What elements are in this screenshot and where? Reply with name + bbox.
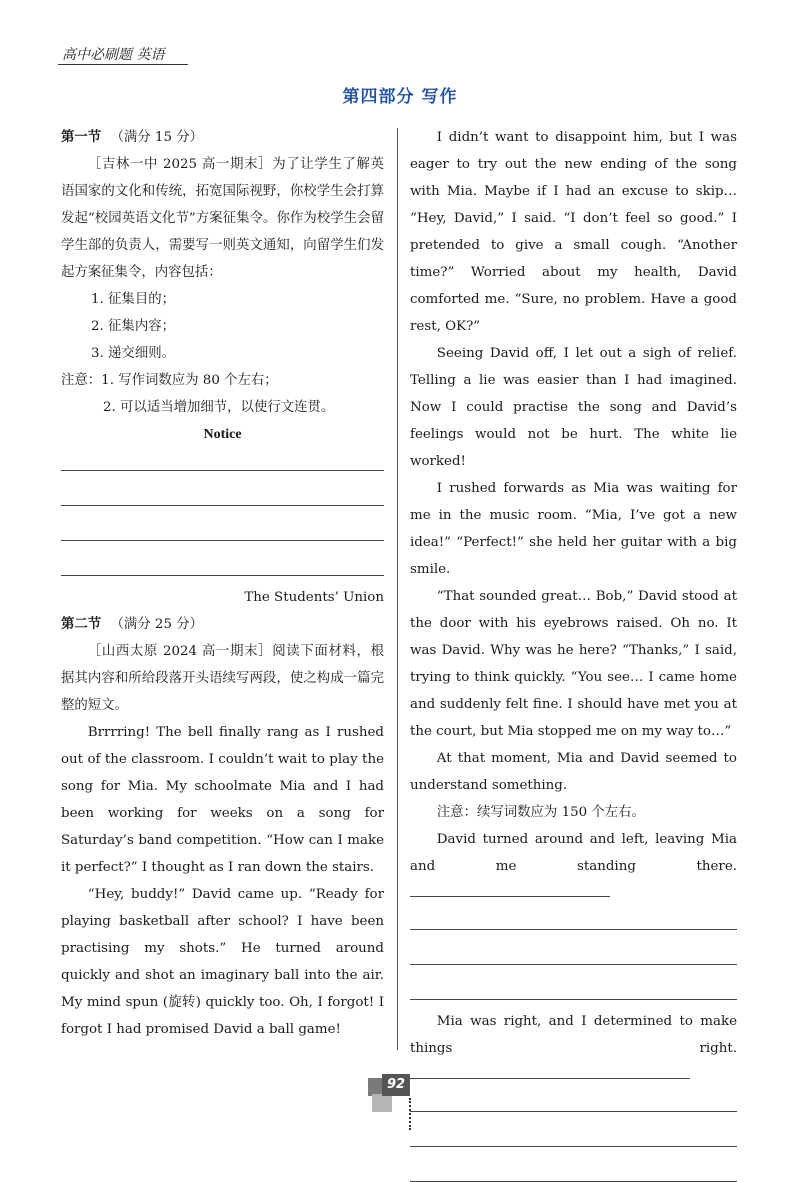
- answer-line[interactable]: [61, 448, 384, 471]
- dotted-rule: [409, 1098, 411, 1130]
- page-number-badge: [368, 1074, 412, 1114]
- book-header: 高中必刷题 英语: [62, 47, 165, 63]
- writing-note-2: 2. 可以适当增加细节，以使行文连贯。: [103, 400, 335, 415]
- paragraph1-opening-text: David turned around and left, leaving Mia and me standing there.: [410, 832, 737, 874]
- page-number: 92: [382, 1074, 410, 1096]
- part-title: 第四部分 写作: [342, 87, 458, 107]
- answer-line[interactable]: [410, 965, 737, 1000]
- story-paragraph: “That sounded great… Bob,” David stood at the door with his eyebrows raised. Oh no. It was David. Why was he here? “Thanks,” I said, trying to think quickly. “You see… I came home and suddenly felt fine. I should have met you at the court, but Mia stopped me on my way to…”: [410, 589, 737, 739]
- decorative-square: [372, 1094, 392, 1112]
- section1-title: 第一节: [61, 129, 102, 145]
- left-column: [61, 124, 384, 1043]
- story-paragraph: Seeing David off, I let out a sigh of relief. Telling a lie was easier than I had imagined. Now I could practise the song and David’s feelings would not be hurt. The white lie worked!: [410, 346, 737, 469]
- right-column: [410, 124, 737, 1182]
- story-paragraph: Brrrring! The bell finally rang as I rushed out of the classroom. I couldn’t wait to play the song for Mia. My schoolmate Mia and I had been working for weeks on a song for Saturday’s band competition. “How can I make it perfect?” I thought as I ran down the stairs.: [61, 725, 384, 875]
- story-paragraph: At that moment, Mia and David seemed to understand something.: [410, 751, 737, 793]
- paragraph2-opening: [410, 1008, 737, 1089]
- section2-heading: [61, 611, 384, 638]
- section2-title: 第二节: [61, 616, 102, 632]
- answer-line[interactable]: [410, 930, 737, 965]
- answer-line[interactable]: [61, 541, 384, 576]
- section1-score: （满分 15 分）: [110, 130, 204, 145]
- section2-prompt: ［山西太原 2024 高一期末］阅读下面材料，根据其内容和所给段落开头语续写两段，使之构成一篇完整的短文。: [61, 644, 384, 713]
- column-divider: [397, 128, 398, 1050]
- answer-line[interactable]: [410, 1066, 690, 1079]
- section1-heading: [61, 124, 384, 151]
- paragraph2-opening-text: Mia was right, and I determined to make things right.: [410, 1014, 737, 1056]
- story-paragraph: “Hey, buddy!” David came up. “Ready for playing basketball after school? I have been practising my shots.” He turned around quickly and shot an imaginary ball into the air. My mind spun (旋转) quickly too. Oh, I forgot! I forgot I had promised David a ball game!: [61, 887, 384, 1037]
- list-item: 2. 征集内容；: [91, 319, 175, 334]
- writing-note-1: 注意：1. 写作词数应为 80 个左右；: [61, 373, 278, 388]
- answer-line[interactable]: [410, 1147, 737, 1182]
- list-item: 1. 征集目的；: [91, 292, 175, 307]
- header-rule: [58, 64, 188, 65]
- paragraph1-opening: [410, 826, 737, 907]
- continuation-note: 注意：续写词数应为 150 个左右。: [436, 805, 645, 820]
- answer-line[interactable]: [61, 506, 384, 541]
- answer-line[interactable]: [61, 471, 384, 506]
- answer-line[interactable]: [410, 1089, 737, 1112]
- answer-line[interactable]: [410, 907, 737, 930]
- list-item: 3. 递交细则。: [91, 346, 175, 361]
- notice-title: Notice: [203, 427, 242, 442]
- story-paragraph: I rushed forwards as Mia was waiting for me in the music room. “Mia, I’ve got a new idea!” “Perfect!” she held her guitar with a big smile.: [410, 481, 737, 577]
- section1-prompt: ［吉林一中 2025 高一期末］为了让学生了解英语国家的文化和传统，拓宽国际视野，你校学生会打算发起“校园英语文化节”方案征集令。你作为校学生会留学生部的负责人，需要写一则英文通知，向留学生们发起方案征集令，内容包括：: [61, 157, 384, 280]
- notice-signature: The Students’ Union: [244, 590, 384, 605]
- answer-line[interactable]: [410, 884, 610, 897]
- story-paragraph: I didn’t want to disappoint him, but I was eager to try out the new ending of the song with Mia. Maybe if I had an excuse to skip… “Hey, David,” I said. “I don’t feel so good.” I pretended to give a small cough. “Another time?” Worried about my health, David comforted me. “Sure, no problem. Have a good rest, OK?”: [410, 130, 737, 334]
- section2-score: （满分 25 分）: [110, 617, 204, 632]
